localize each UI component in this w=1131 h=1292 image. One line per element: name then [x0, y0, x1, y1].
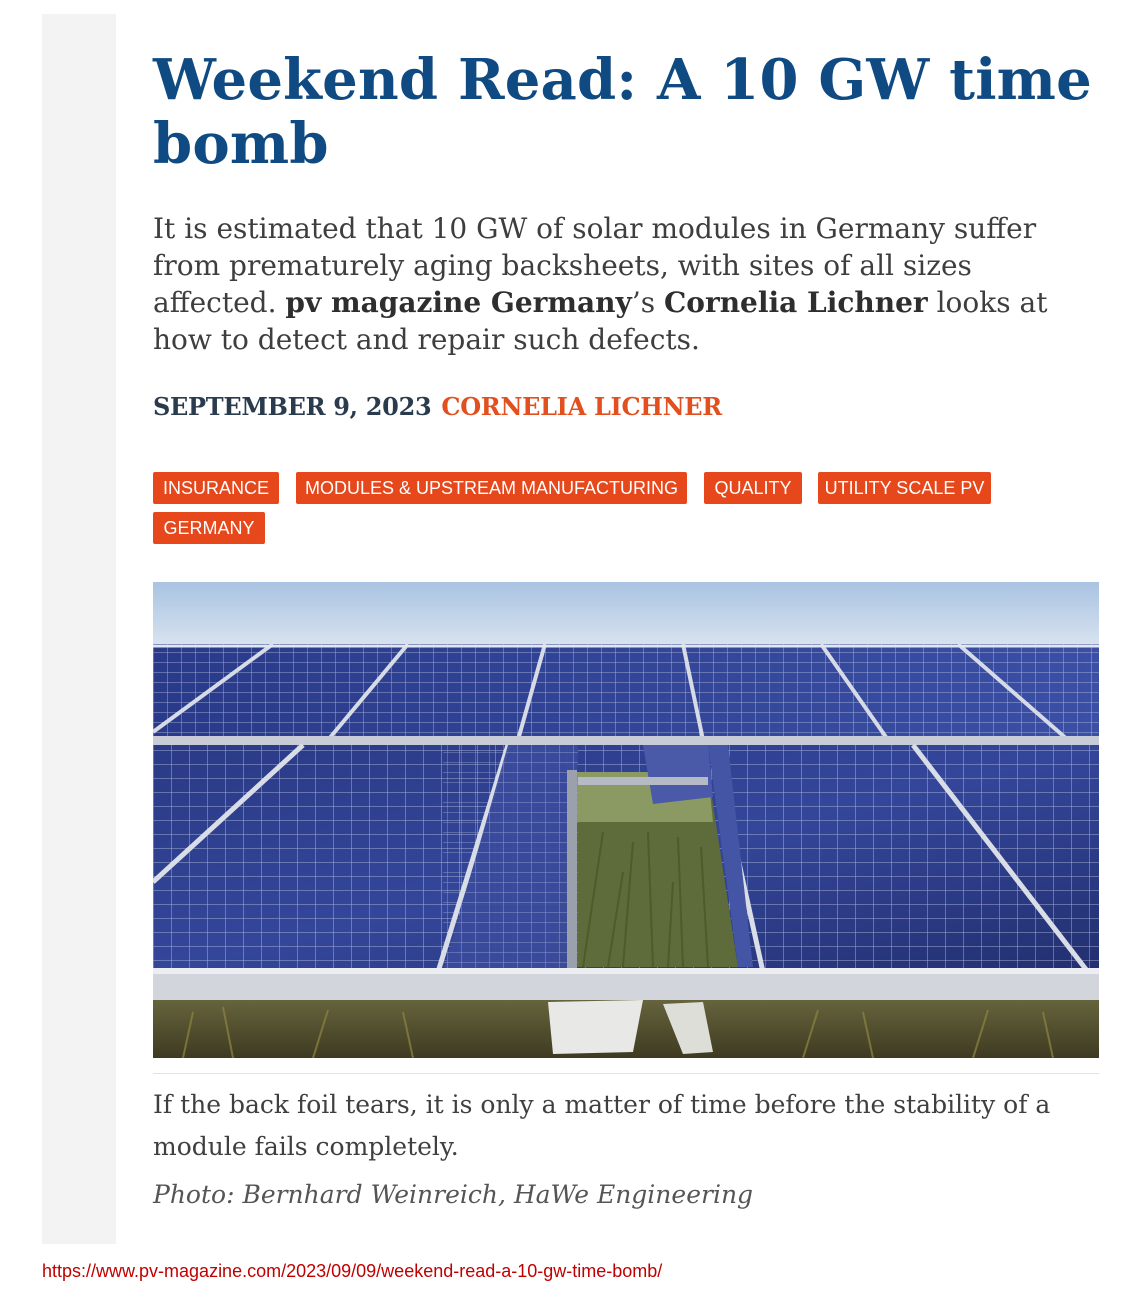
- solar-panels-photo: [153, 582, 1099, 1058]
- article-lead: [153, 210, 1083, 358]
- tag-germany[interactable]: GERMANY: [153, 512, 265, 544]
- article-meta: [153, 392, 722, 422]
- lead-text-start: It is estimated that 10 GW of solar modules in Germany suffer from prematurely aging backsheets, with sites of all sizes affected.: [153, 212, 1037, 319]
- caption-divider: [153, 1073, 1099, 1074]
- publish-date: SEPTEMBER 9, 2023: [153, 392, 432, 421]
- lead-author-name: Cornelia Lichner: [663, 286, 928, 319]
- photo-credit: Photo: Bernhard Weinreich, HaWe Engineering: [153, 1180, 754, 1209]
- lead-text-end: looks at how to detect and repair such defects.: [153, 286, 1048, 356]
- lead-possessive: ’s: [631, 286, 664, 319]
- tag-insurance[interactable]: INSURANCE: [153, 472, 279, 504]
- lead-publication: pv magazine Germany: [285, 286, 632, 319]
- photo-caption: If the back foil tears, it is only a matter of time before the stability of a module fails completely.: [153, 1090, 1051, 1161]
- tag-utility-scale-pv[interactable]: UTILITY SCALE PV: [818, 472, 991, 504]
- article: [116, 14, 1131, 1244]
- article-photo: [153, 582, 1099, 1058]
- author-link[interactable]: CORNELIA LICHNER: [441, 392, 722, 421]
- source-url-link[interactable]: https://www.pv-magazine.com/2023/09/09/weekend-read-a-10-gw-time-bomb/: [42, 1261, 663, 1281]
- tag-quality[interactable]: QUALITY: [704, 472, 802, 504]
- article-title: Weekend Read: A 10 GW time bomb: [153, 47, 1092, 177]
- tag-modules-upstream-manufacturing[interactable]: MODULES & UPSTREAM MANUFACTURING: [296, 472, 687, 504]
